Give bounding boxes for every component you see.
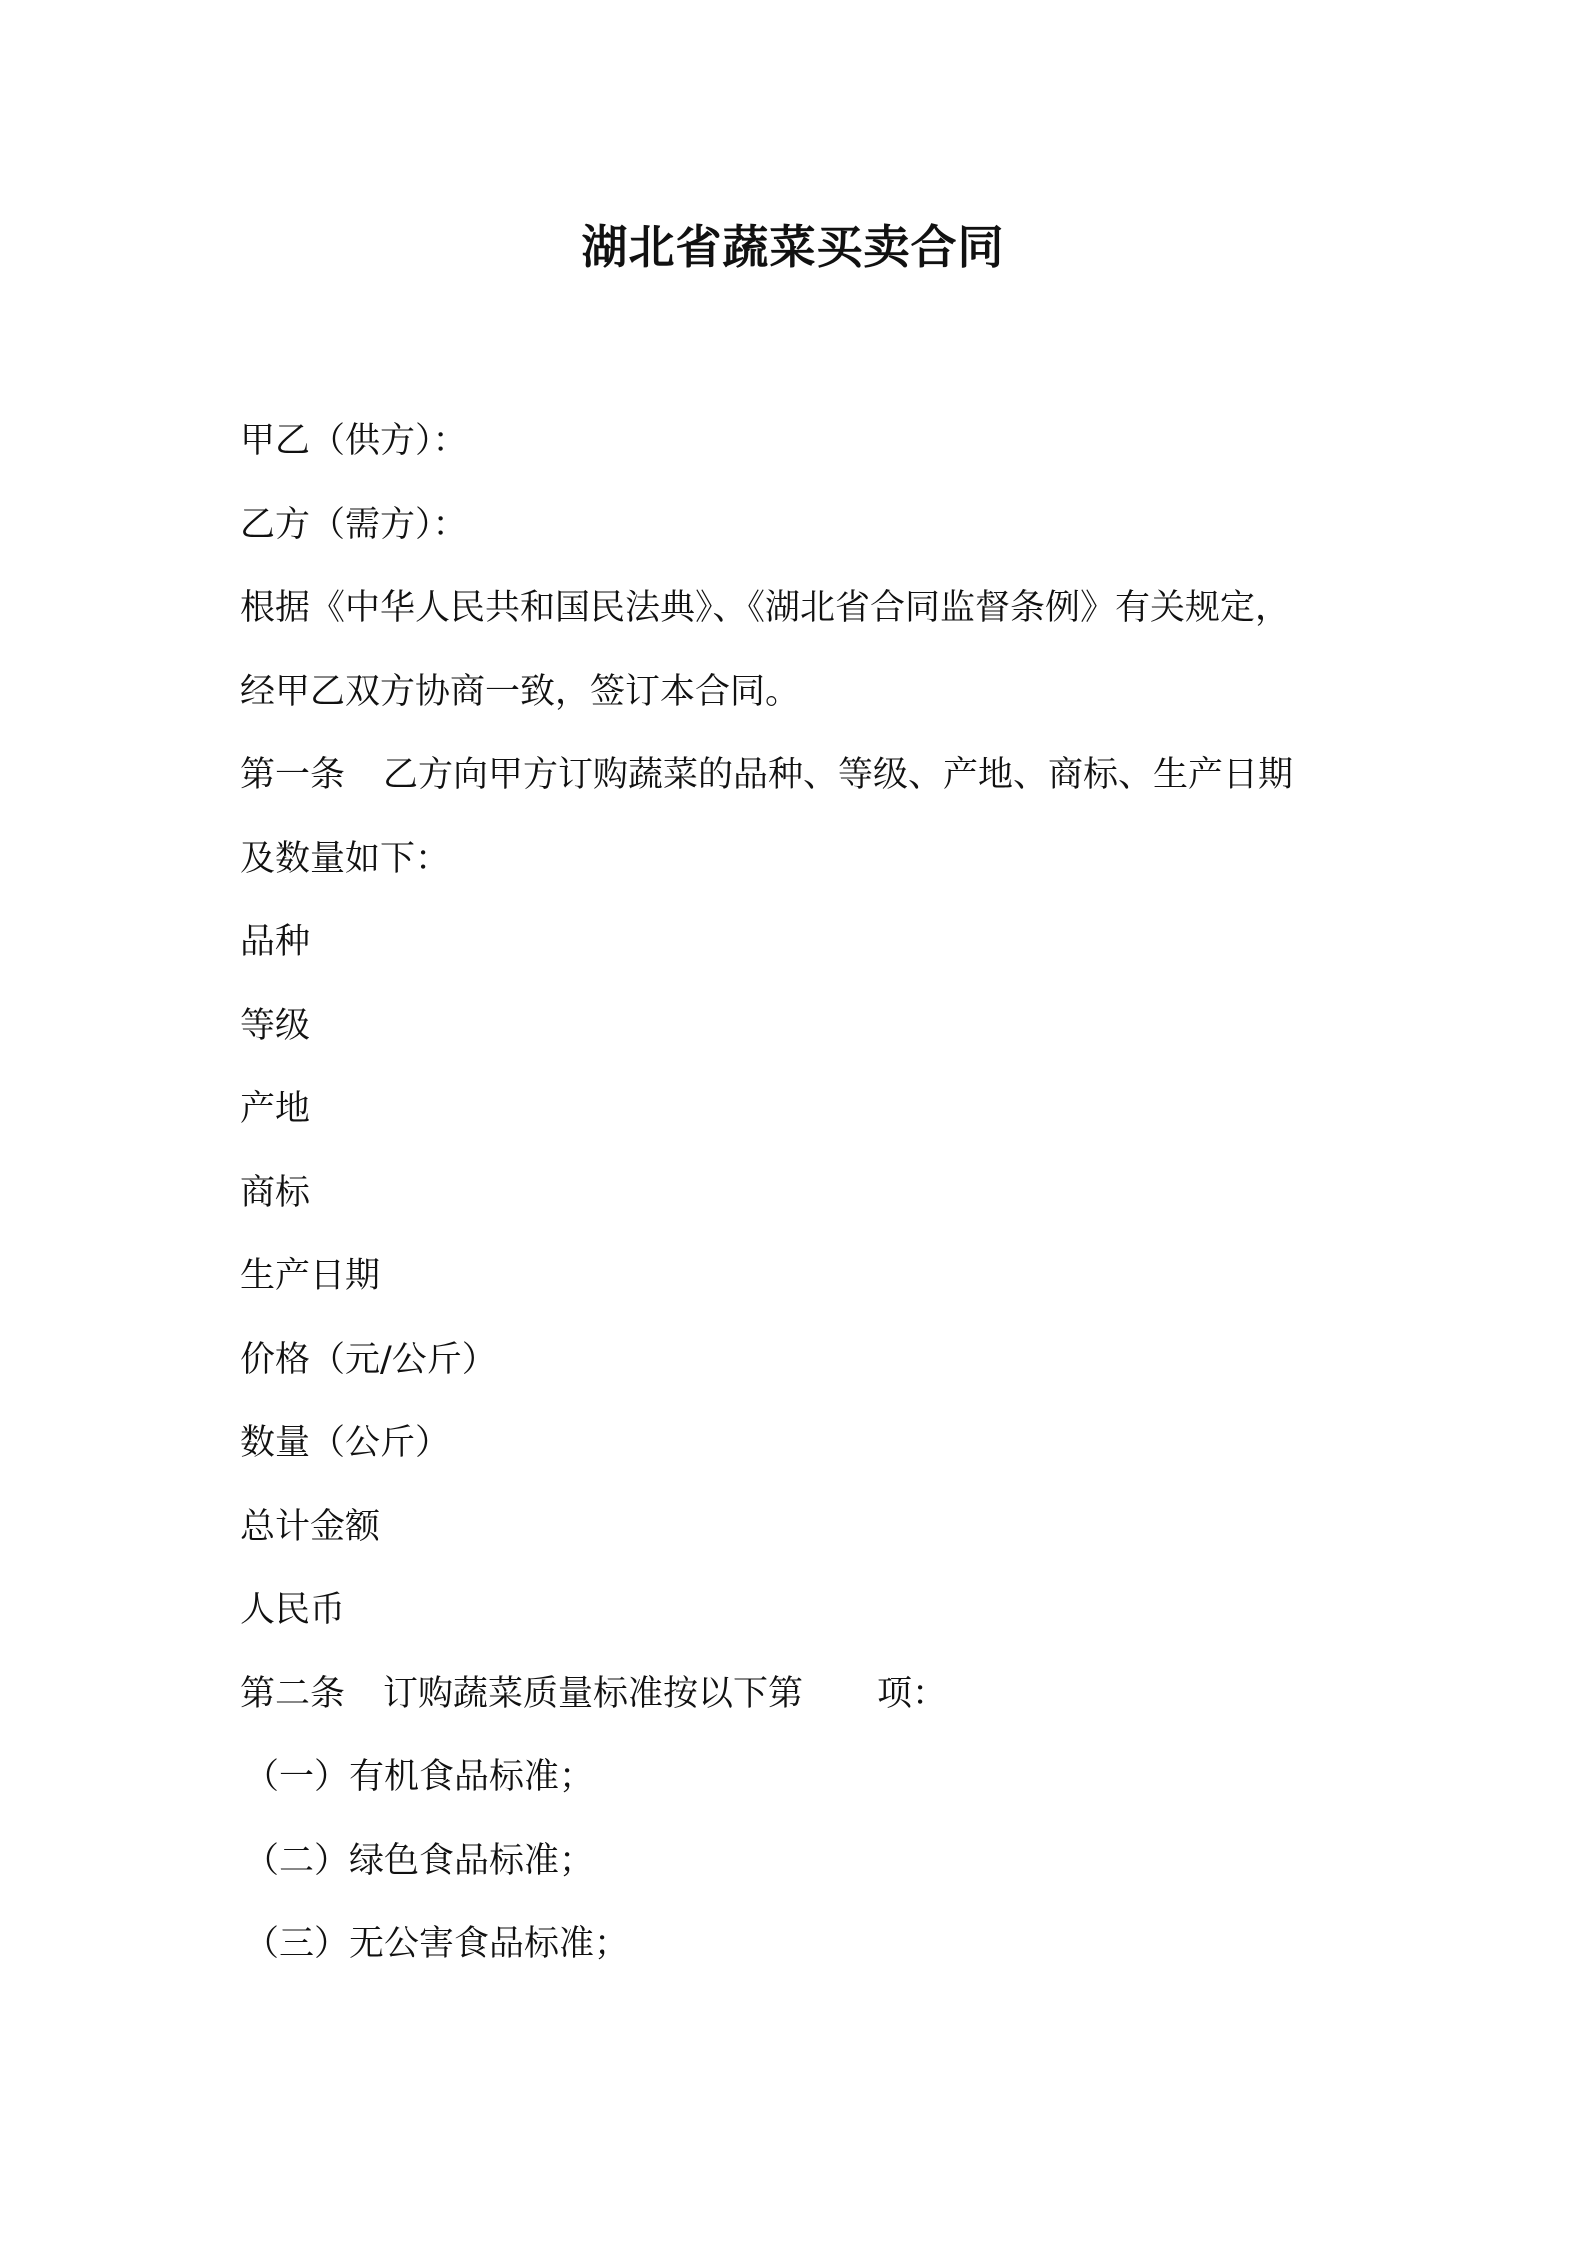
article-2-label: 第二条 [240,1673,346,1714]
field-grade: 等级 [240,1005,311,1046]
standard-green: （二）绿色食品标准； [244,1840,595,1881]
party-a-line: 甲乙（供方）： [240,421,468,461]
article-2-suffix: 项： [877,1673,948,1714]
article-1-line-2: 及数量如下： [240,838,451,879]
field-price: 价格（元/公斤） [240,1339,497,1380]
standard-pollution-free: （三）无公害食品标准； [244,1924,630,1964]
article-1-text: 乙方向甲方订购蔬菜的品种、等级、产地、商标、生产日期 [383,755,1294,795]
document-title: 湖北省蔬菜买卖合同 [581,220,1005,274]
party-b-line: 乙方（需方）： [240,504,468,545]
field-production-date: 生产日期 [240,1256,381,1296]
article-1-line-1 [240,734,1360,818]
preamble-line-1: 根据《中华人民共和国民法典》、《湖北省合同监督条例》有关规定， [240,588,1291,628]
field-variety: 品种 [240,922,311,962]
article-2-text: 订购蔬菜质量标准按以下第 [383,1673,804,1714]
field-total-amount: 总计金额 [240,1506,381,1547]
preamble-line-2: 经甲乙双方协商一致，签订本合同。 [240,671,801,712]
document-body [240,400,1360,1987]
field-origin: 产地 [240,1089,311,1129]
field-trademark: 商标 [240,1172,311,1213]
article-1-label: 第一条 [240,755,346,795]
article-2-line [240,1653,1360,1737]
standard-organic: （一）有机食品标准； [244,1757,595,1797]
field-rmb: 人民币 [240,1590,346,1630]
field-quantity: 数量（公斤） [240,1423,451,1463]
